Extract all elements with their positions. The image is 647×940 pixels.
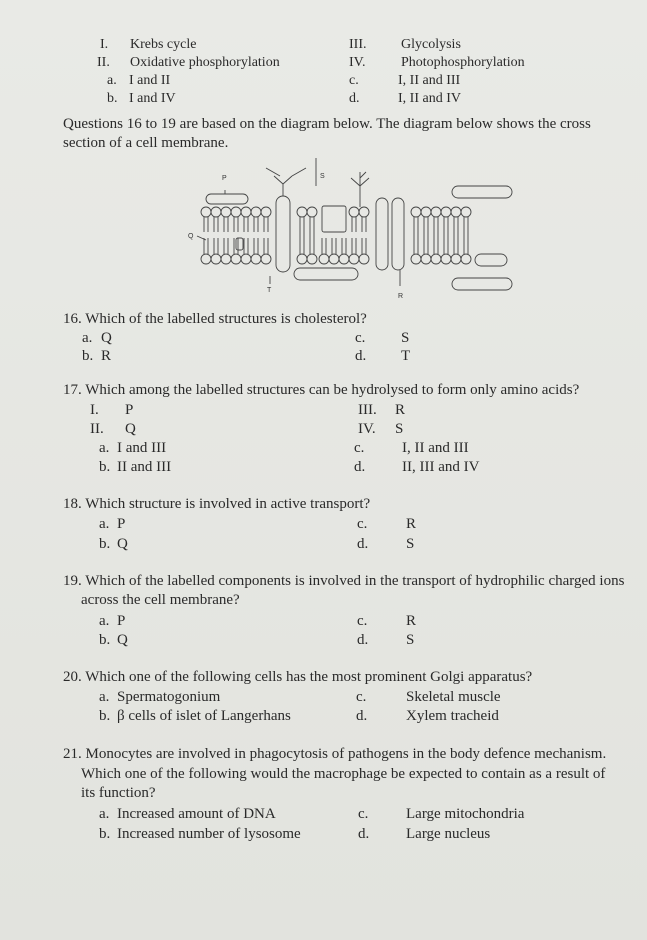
- q18-d-text: S: [406, 536, 415, 552]
- q17-a-letter: a.: [99, 440, 110, 456]
- q19-b-letter: b.: [99, 632, 111, 648]
- q16-b-letter: b.: [82, 348, 94, 364]
- intro-line-2: section of a cell membrane.: [63, 135, 229, 151]
- surface-protein-top-right: [452, 186, 512, 198]
- q17-a-text: I and III: [117, 440, 167, 456]
- label-p: P: [222, 175, 227, 182]
- q18-b-letter: b.: [99, 536, 111, 552]
- question-18: 18. Which structure is involved in active transport?: [63, 496, 371, 512]
- channel-protein-left: [376, 198, 388, 270]
- question-19-line-1: 19. Which of the labelled components is involved in the transport of hydrophilic charged ions: [63, 573, 625, 589]
- option-ii-text: Oxidative phosphorylation: [130, 55, 280, 70]
- question-19-line-2: across the cell membrane?: [81, 592, 240, 608]
- q18-c-text: R: [406, 516, 417, 532]
- q20-b-text: β cells of islet of Langerhans: [117, 708, 291, 724]
- choice-a-text: I and II: [129, 73, 171, 88]
- label-r: R: [398, 293, 404, 300]
- phospholipid-heads-top-left: [201, 207, 271, 217]
- q20-a-text: Spermatogonium: [117, 689, 221, 705]
- q17-i-num: I.: [90, 402, 99, 418]
- q17-d-text: II, III and IV: [402, 459, 480, 475]
- q16-a-text: Q: [101, 330, 112, 346]
- q17-ii-text: Q: [125, 421, 136, 437]
- q19-d-text: S: [406, 632, 415, 648]
- q17-c-letter: c.: [354, 440, 365, 456]
- q19-b-text: Q: [117, 632, 128, 648]
- q20-d-text: Xylem tracheid: [406, 708, 499, 724]
- q16-a-letter: a.: [82, 330, 93, 346]
- option-iii-num: III.: [349, 37, 367, 52]
- label-t: T: [267, 287, 272, 294]
- q19-c-letter: c.: [357, 613, 368, 629]
- question-17: 17. Which among the labelled structures can be hydrolysed to form only amino acids?: [63, 382, 580, 398]
- peripheral-protein-top-left: [206, 194, 248, 204]
- q18-a-text: P: [117, 516, 126, 532]
- choice-b-letter: b.: [107, 91, 118, 106]
- surface-protein-mid-right: [475, 254, 507, 266]
- q20-c-text: Skeletal muscle: [406, 689, 501, 705]
- glycoprotein-branch-left: [274, 176, 292, 196]
- intro-line-1: Questions 16 to 19 are based on the diagram below. The diagram below shows the cross: [63, 116, 591, 132]
- choice-d-text: I, II and IV: [398, 91, 461, 106]
- q17-b-letter: b.: [99, 459, 111, 475]
- cholesterol-mark: [236, 238, 243, 250]
- q17-b-text: II and III: [117, 459, 172, 475]
- q18-b-text: Q: [117, 536, 128, 552]
- q19-d-letter: d.: [357, 632, 369, 648]
- q21-a-letter: a.: [99, 806, 110, 822]
- q19-a-text: P: [117, 613, 126, 629]
- channel-protein-right: [392, 198, 404, 270]
- q21-b-letter: b.: [99, 826, 111, 842]
- q20-a-letter: a.: [99, 689, 110, 705]
- q21-b-text: Increased number of lysosome: [117, 826, 301, 842]
- q16-c-letter: c.: [355, 330, 366, 346]
- choice-d-letter: d.: [349, 91, 360, 106]
- integral-protein-left: [276, 196, 290, 272]
- option-iii-text: Glycolysis: [401, 37, 461, 52]
- q20-b-letter: b.: [99, 708, 111, 724]
- choice-c-text: I, II and III: [398, 73, 461, 88]
- q21-d-letter: d.: [358, 826, 370, 842]
- q16-b-text: R: [101, 348, 112, 364]
- choice-c-letter: c.: [349, 73, 359, 88]
- cell-membrane-diagram: [170, 158, 530, 308]
- peripheral-protein: [322, 206, 346, 232]
- carbohydrate-chain: [266, 168, 306, 176]
- option-i-text: Krebs cycle: [130, 37, 197, 52]
- q-pointer-line: [197, 236, 206, 240]
- choice-b-text: I and IV: [129, 91, 176, 106]
- q20-c-letter: c.: [356, 689, 367, 705]
- q17-ii-num: II.: [90, 421, 104, 437]
- q18-d-letter: d.: [357, 536, 369, 552]
- question-20: 20. Which one of the following cells has the most prominent Golgi apparatus?: [63, 669, 533, 685]
- peripheral-protein-bottom: [294, 268, 358, 280]
- question-16: 16. Which of the labelled structures is cholesterol?: [63, 311, 367, 327]
- q17-c-text: I, II and III: [402, 440, 469, 456]
- q16-d-letter: d.: [355, 348, 367, 364]
- q17-d-letter: d.: [354, 459, 366, 475]
- glycolipid-branch: [351, 172, 369, 207]
- q21-a-text: Increased amount of DNA: [117, 806, 276, 822]
- q21-c-text: Large mitochondria: [406, 806, 525, 822]
- q16-d-text: T: [401, 348, 411, 364]
- option-iv-num: IV.: [349, 55, 366, 70]
- question-21-line-1: 21. Monocytes are involved in phagocytosis of pathogens in the body defence mechanism.: [63, 746, 607, 762]
- q21-d-text: Large nucleus: [406, 826, 491, 842]
- label-q: Q: [188, 233, 194, 240]
- q20-d-letter: d.: [356, 708, 368, 724]
- q17-iv-text: S: [395, 421, 404, 437]
- choice-a-letter: a.: [107, 73, 117, 88]
- q17-iii-num: III.: [358, 402, 377, 418]
- q17-iii-text: R: [395, 402, 406, 418]
- q17-iv-num: IV.: [358, 421, 376, 437]
- option-iv-text: Photophosphorylation: [401, 55, 525, 70]
- q16-c-text: S: [401, 330, 410, 346]
- option-ii-num: II.: [97, 55, 110, 70]
- phospholipid-heads-bottom-left: [201, 254, 271, 264]
- label-s: S: [320, 173, 325, 180]
- q19-c-text: R: [406, 613, 417, 629]
- q18-c-letter: c.: [357, 516, 368, 532]
- q18-a-letter: a.: [99, 516, 110, 532]
- q17-i-text: P: [125, 402, 134, 418]
- question-21-line-3: its function?: [81, 785, 156, 801]
- surface-protein-bottom-right: [452, 278, 512, 290]
- option-i-num: I.: [100, 37, 109, 52]
- q21-c-letter: c.: [358, 806, 369, 822]
- q19-a-letter: a.: [99, 613, 110, 629]
- question-21-line-2: Which one of the following would the macrophage be expected to contain as a result of: [81, 766, 606, 782]
